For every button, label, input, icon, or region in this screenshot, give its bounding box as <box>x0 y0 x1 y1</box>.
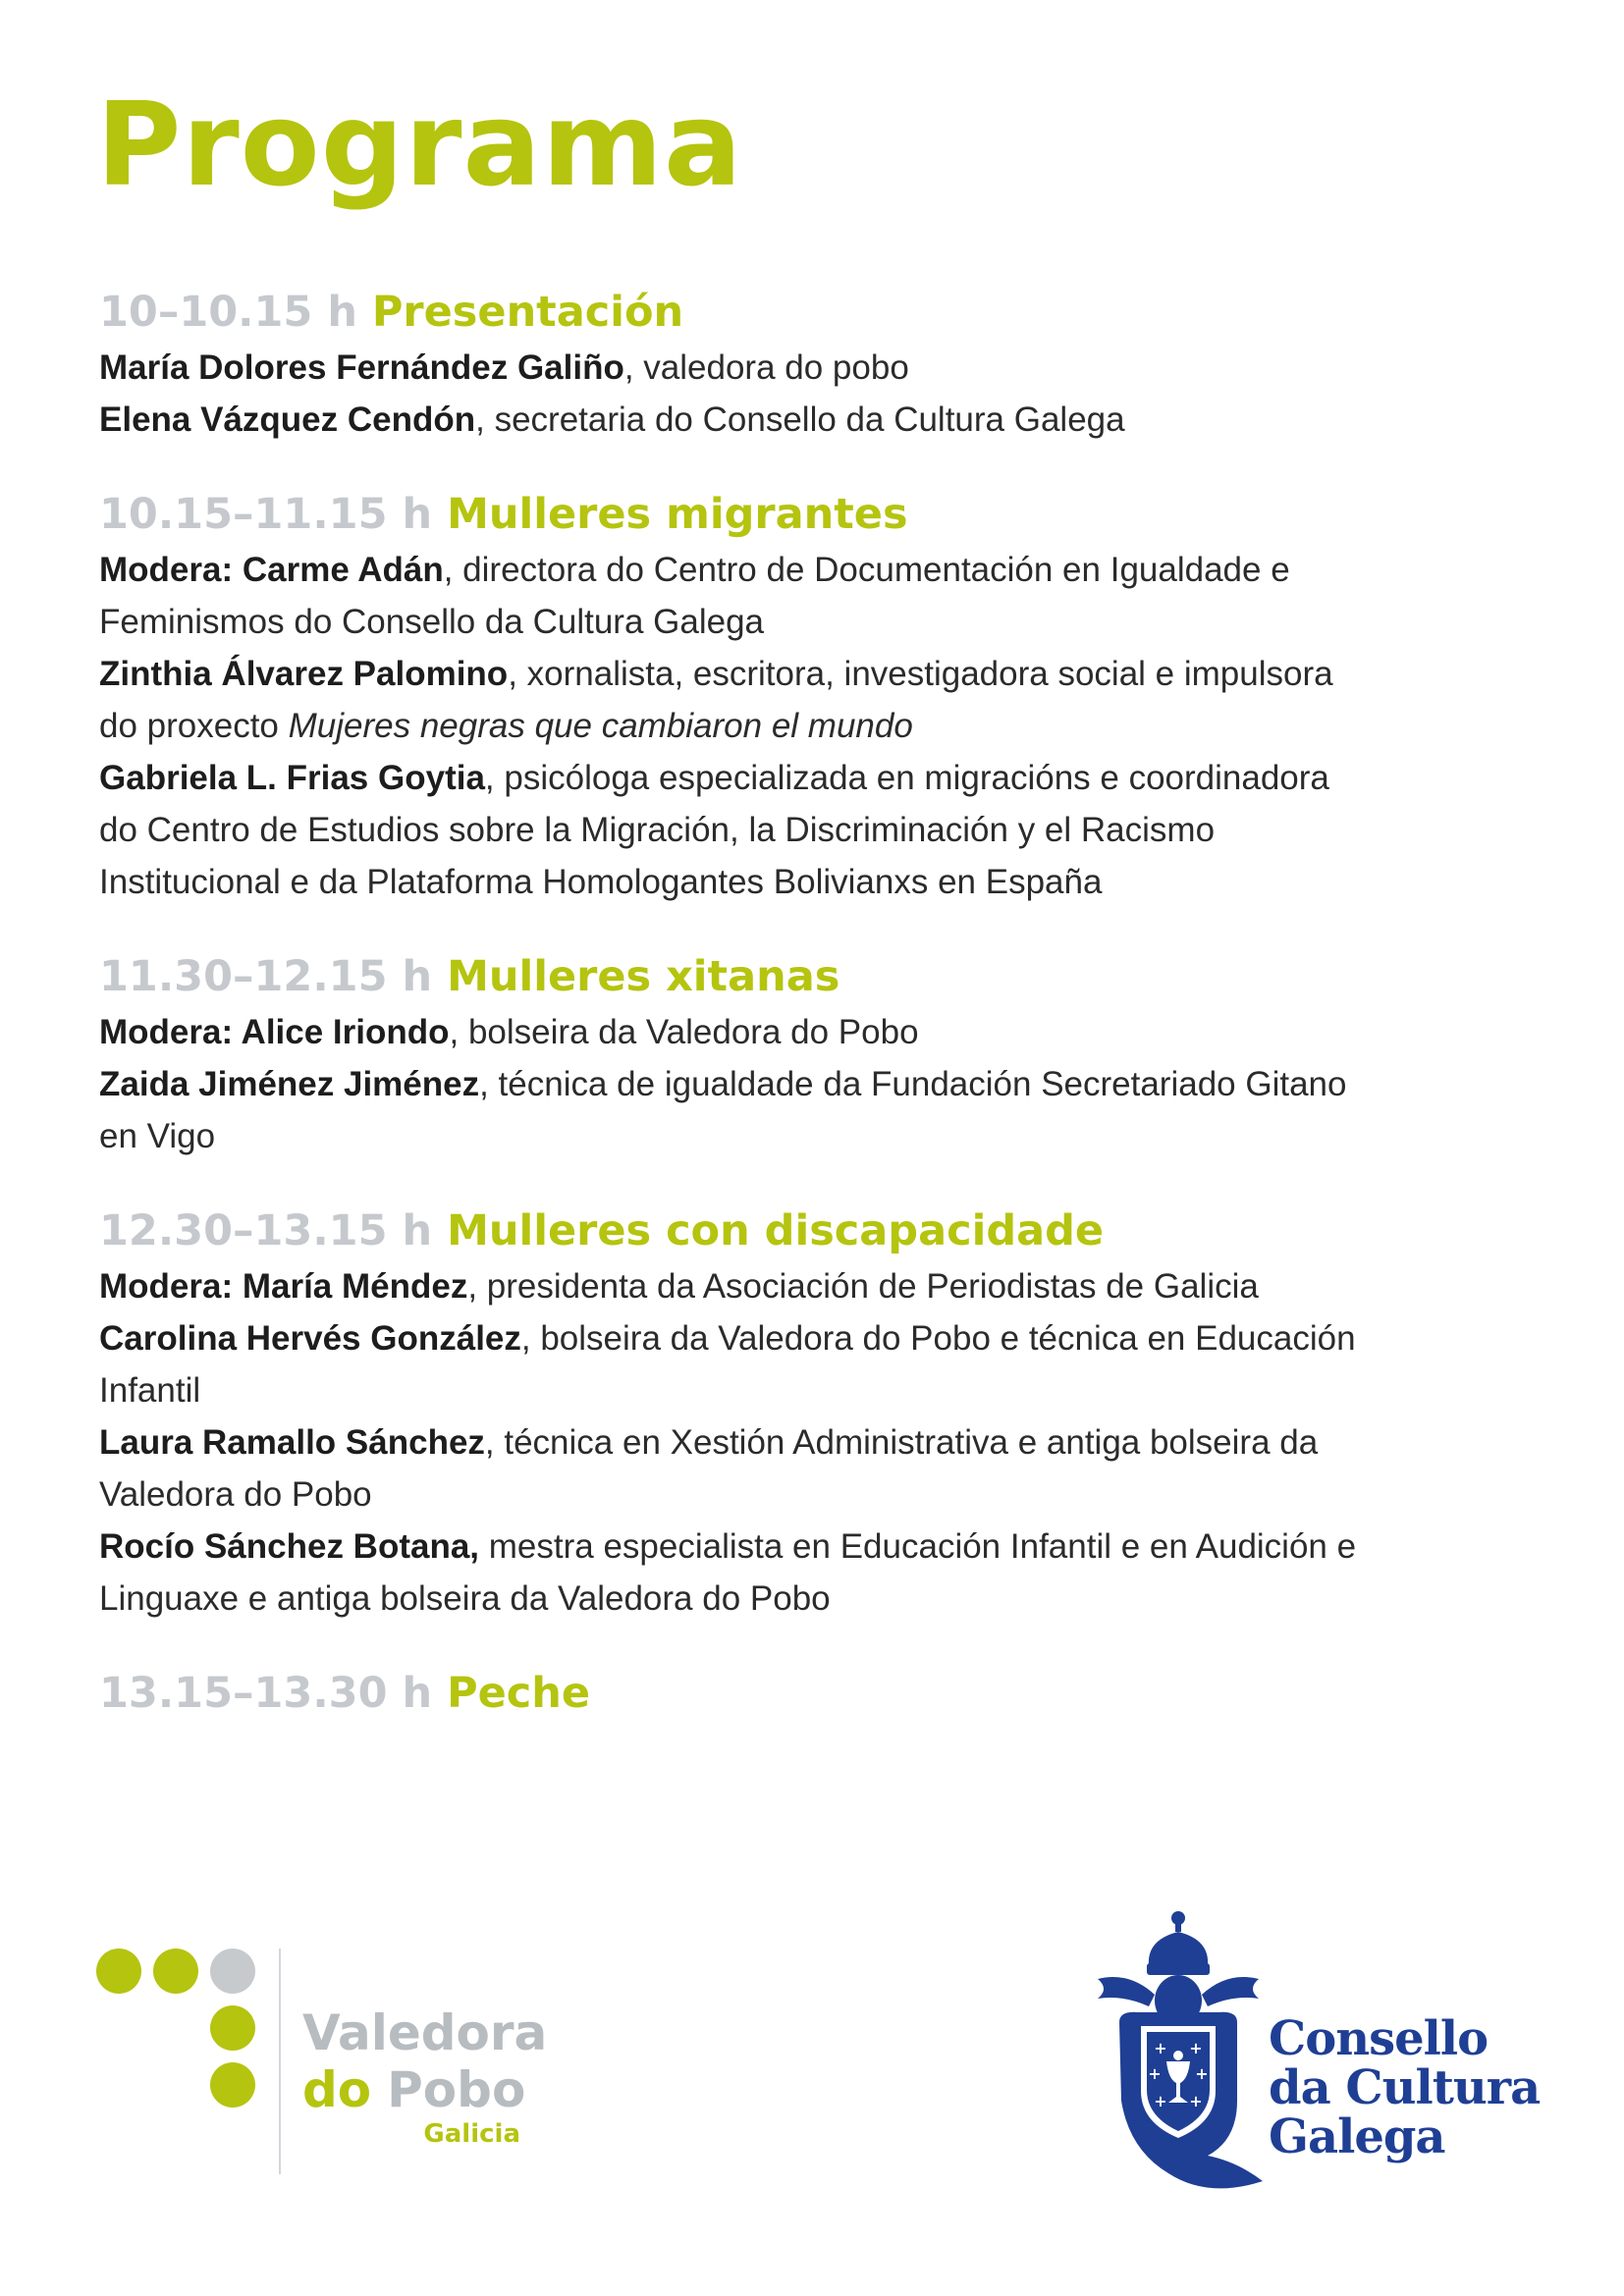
logo-divider <box>279 1949 281 2174</box>
session-line <box>99 1058 1533 1110</box>
session-topic: Presentación <box>371 288 684 337</box>
valedora-logo-line2 <box>302 2061 547 2118</box>
speaker-role: , valedora do pobo <box>623 348 909 387</box>
session-time: 11.30–12.15 h <box>99 952 433 1001</box>
svg-text:+: + <box>1195 2064 1209 2083</box>
speaker-role: , bolseira da Valedora do Pobo e técnica en Educación <box>520 1319 1356 1358</box>
speaker-role: , presidenta da Asociación de Periodistas de Galicia <box>467 1267 1259 1306</box>
session-line <box>99 1110 1533 1162</box>
speaker-role: , psicóloga especializada en migracións e coordinadora <box>484 759 1329 797</box>
session-topic: Mulleres con discapacidade <box>447 1206 1105 1255</box>
project-title: Mujeres negras que cambiaron el mundo <box>288 707 913 745</box>
session-topic: Mulleres xitanas <box>447 952 840 1001</box>
speaker-role: do Centro de Estudios sobre la Migración, la Discriminación y el Racismo <box>99 811 1216 849</box>
speaker-role: , técnica de igualdade da Fundación Secretariado Gitano <box>479 1065 1347 1103</box>
valedora-logo-galicia: Galicia <box>423 2119 520 2149</box>
session-line <box>99 1364 1533 1416</box>
speaker-name: Modera: Alice Iriondo <box>99 1013 450 1051</box>
session-line <box>99 1468 1533 1521</box>
logo-dot <box>153 1949 198 1994</box>
program-session <box>99 489 1533 908</box>
session-line <box>99 752 1533 804</box>
session-line <box>99 856 1533 908</box>
valedora-logo-line1: Valedora <box>302 2004 548 2061</box>
valedora-logo-do: do <box>302 2061 372 2118</box>
logo-dot <box>210 2062 255 2108</box>
speaker-name: María Dolores Fernández Galiño <box>99 348 624 387</box>
session-line <box>99 1521 1533 1573</box>
session-topic: Mulleres migrantes <box>447 490 908 539</box>
speaker-role: Feminismos do Consello da Cultura Galega <box>99 603 764 641</box>
speaker-role: do proxecto <box>99 707 289 745</box>
galician-coat-of-arms-icon <box>1090 1904 1267 2199</box>
speaker-role: , técnica en Xestión Administrativa e antiga bolseira da <box>484 1423 1319 1462</box>
speaker-name: Rocío Sánchez Botana, <box>99 1527 480 1566</box>
session-line <box>99 1416 1533 1468</box>
speaker-role: Institucional e da Plataforma Homologantes Bolivianxs en España <box>99 863 1103 901</box>
session-line <box>99 700 1533 752</box>
speaker-role: Infantil <box>99 1371 201 1410</box>
page-title: Programa <box>96 77 743 212</box>
consello-logo-line1: Consello <box>1269 2011 1489 2066</box>
speaker-role: , bolseira da Valedora do Pobo <box>449 1013 919 1051</box>
speaker-name: Modera: María Méndez <box>99 1267 468 1306</box>
svg-text:+: + <box>1154 2092 1167 2110</box>
session-time: 10.15–11.15 h <box>99 490 433 539</box>
speaker-name: Zaida Jiménez Jiménez <box>99 1065 480 1103</box>
speaker-name: Modera: Carme Adán <box>99 551 444 589</box>
session-time: 13.15–13.30 h <box>99 1669 433 1718</box>
svg-text:+: + <box>1189 2092 1203 2110</box>
speaker-name: Elena Vázquez Cendón <box>99 400 476 439</box>
session-line <box>99 648 1533 700</box>
svg-text:+: + <box>1189 2039 1203 2057</box>
session-line <box>99 342 1533 394</box>
svg-text:+: + <box>1148 2064 1162 2083</box>
speaker-role: , directora do Centro de Documentación en Igualdade e <box>443 551 1290 589</box>
valedora-do-pobo-logo <box>96 1949 568 2184</box>
valedora-logo-pobo: Pobo <box>387 2061 526 2118</box>
session-line <box>99 804 1533 856</box>
speaker-name: Carolina Hervés González <box>99 1319 521 1358</box>
program-list <box>99 287 1533 1762</box>
logo-dot <box>96 1949 141 1994</box>
speaker-role: Valedora do Pobo <box>99 1475 372 1514</box>
speaker-name: Zinthia Álvarez Palomino <box>99 655 509 693</box>
session-heading <box>99 1205 1533 1256</box>
speaker-name: Laura Ramallo Sánchez <box>99 1423 485 1462</box>
svg-text:+: + <box>1154 2039 1167 2057</box>
speaker-role: en Vigo <box>99 1117 216 1155</box>
valedora-logo-text <box>302 2004 547 2150</box>
session-heading <box>99 951 1533 1002</box>
speaker-role: Linguaxe e antiga bolseira da Valedora do Pobo <box>99 1579 831 1618</box>
logo-dot <box>210 2005 255 2051</box>
session-line <box>99 1573 1533 1625</box>
session-heading <box>99 489 1533 540</box>
session-time: 12.30–13.15 h <box>99 1206 433 1255</box>
program-session <box>99 1205 1533 1625</box>
session-heading <box>99 287 1533 338</box>
session-line <box>99 1006 1533 1058</box>
session-heading <box>99 1668 1533 1719</box>
consello-logo-text <box>1269 2011 1541 2164</box>
program-session <box>99 1668 1533 1719</box>
speaker-role: mestra especialista en Educación Infantil e en Audición e <box>479 1527 1357 1566</box>
session-line <box>99 596 1533 648</box>
speaker-role: , xornalista, escritora, investigadora social e impulsora <box>508 655 1333 693</box>
session-line <box>99 1260 1533 1312</box>
session-time: 10–10.15 h <box>99 288 357 337</box>
consello-logo-line2: da Cultura <box>1269 2060 1541 2115</box>
logo-dot <box>210 1949 255 1994</box>
session-topic: Peche <box>447 1669 591 1718</box>
consello-logo-line3: Galega <box>1269 2109 1445 2164</box>
session-line <box>99 394 1533 446</box>
session-line <box>99 544 1533 596</box>
consello-da-cultura-galega-logo <box>1090 1904 1551 2199</box>
program-session <box>99 951 1533 1162</box>
session-line <box>99 1312 1533 1364</box>
program-session <box>99 287 1533 446</box>
speaker-role: , secretaria do Consello da Cultura Galega <box>475 400 1125 439</box>
speaker-name: Gabriela L. Frias Goytia <box>99 759 485 797</box>
